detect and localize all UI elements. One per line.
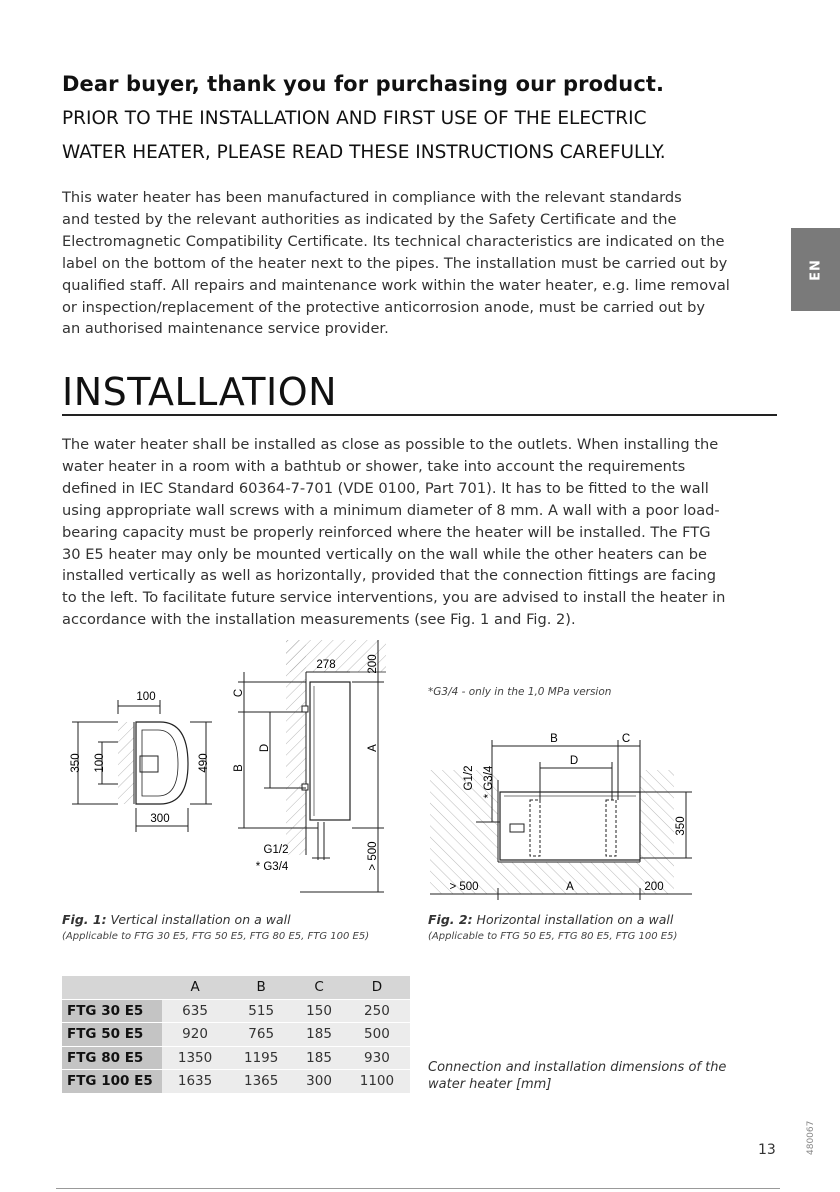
fig2-dim-b: B — [550, 733, 558, 745]
fig1-dim-490: 490 — [198, 753, 210, 773]
table-header-cell — [62, 976, 162, 999]
table-row — [62, 1070, 410, 1094]
table-cell: 515 — [228, 999, 294, 1023]
fig2-caption-text: Horizontal installation on a wall — [472, 912, 674, 927]
fig2-dim-a: A — [566, 881, 574, 893]
table-row — [62, 1023, 410, 1047]
table-cell: 1100 — [344, 1070, 410, 1094]
table-cell: 635 — [162, 999, 228, 1023]
fig1-dim-100-left: 100 — [94, 753, 106, 773]
fig1-dim-a: A — [367, 744, 379, 752]
instructions-heading-line1: PRIOR TO THE INSTALLATION AND FIRST USE OF THE ELECTRIC — [62, 108, 647, 129]
fig2-caption — [428, 912, 673, 927]
fig2-applicable: (Applicable to FTG 50 E5, FTG 80 E5, FTG 100 E5) — [428, 931, 678, 942]
instructions-heading-line2: WATER HEATER, PLEASE READ THESE INSTRUCTIONS CAREFULLY. — [62, 142, 666, 163]
table-row — [62, 1046, 410, 1070]
table-header-cell: A — [162, 976, 228, 999]
fig2-g34: * G3/4 — [483, 765, 495, 799]
table-cell-model: FTG 30 E5 — [62, 999, 162, 1023]
table-cell: 185 — [294, 1046, 344, 1070]
installation-line: 30 E5 heater may only be mounted vertically on the wall while the other heaters can be — [62, 545, 707, 563]
table-cell-model: FTG 50 E5 — [62, 1023, 162, 1047]
fig1-g34: * G3/4 — [255, 861, 289, 873]
table-cell: 1365 — [228, 1070, 294, 1094]
fig1-caption-label: Fig. 1: — [62, 912, 107, 927]
fig1-dim-278: 278 — [316, 659, 336, 671]
fig2-note: *G3/4 - only in the 1,0 MPa version — [428, 686, 612, 698]
fig1-g12: G1/2 — [263, 844, 289, 856]
page-number: 13 — [758, 1142, 776, 1158]
document-code: 480067 — [806, 1120, 816, 1155]
table-row — [62, 999, 410, 1023]
installation-line: The water heater shall be installed as close as possible to the outlets. When installing the — [62, 436, 719, 453]
table-cell: 250 — [344, 999, 410, 1023]
fig1-dim-300: 300 — [150, 813, 170, 825]
fig1-bracket — [72, 700, 212, 832]
fig1-heater — [238, 640, 386, 892]
fig1-applicable: (Applicable to FTG 30 E5, FTG 50 E5, FTG 80 E5, FTG 100 E5) — [62, 931, 370, 942]
fig1-caption-text: Vertical installation on a wall — [106, 912, 291, 927]
table-cell: 920 — [162, 1023, 228, 1047]
installation-line: water heater in a room with a bathtub or shower, take into account the requirements — [62, 457, 686, 475]
table-header-row — [62, 976, 410, 999]
fig1-dim-gt500: > 500 — [367, 841, 379, 871]
table-caption-line: water heater [mm] — [428, 1077, 552, 1092]
table-cell: 185 — [294, 1023, 344, 1047]
table-cell: 500 — [344, 1023, 410, 1047]
installation-line: using appropriate wall screws with a minimum diameter of 8 mm. A wall with a poor load- — [62, 501, 720, 519]
section-title: INSTALLATION — [62, 370, 338, 414]
table-cell: 930 — [344, 1046, 410, 1070]
language-tab-label: EN — [808, 258, 823, 281]
table-cell: 765 — [228, 1023, 294, 1047]
intro-line: This water heater has been manufactured in compliance with the relevant standards — [62, 189, 682, 206]
table-cell: 300 — [294, 1070, 344, 1094]
installation-line: to the left. To facilitate future service interventions, you are advised to install the heater in — [62, 589, 726, 607]
table-cell: 1195 — [228, 1046, 294, 1070]
fig1-dim-200: 200 — [367, 654, 379, 674]
table-cell-model: FTG 80 E5 — [62, 1046, 162, 1070]
table-cell: 150 — [294, 999, 344, 1023]
thanks-heading: Dear buyer, thank you for purchasing our product. — [62, 72, 665, 96]
table-header-cell: C — [294, 976, 344, 999]
intro-line: an authorised maintenance service provider. — [62, 320, 389, 338]
fig2-heater — [430, 740, 692, 900]
intro-line: and tested by the relevant authorities as indicated by the Safety Certificate and the — [62, 210, 677, 228]
fig2-caption-label: Fig. 2: — [428, 912, 473, 927]
table-cell: 1350 — [162, 1046, 228, 1070]
table-header-cell: B — [228, 976, 294, 999]
table-caption-line: Connection and installation dimensions of the — [428, 1060, 727, 1075]
table-caption — [428, 1059, 726, 1093]
fig2-g12: G1/2 — [463, 765, 475, 791]
fig2-dim-200: 200 — [644, 881, 664, 893]
bottom-divider — [56, 1188, 780, 1189]
fig1-caption — [62, 912, 291, 927]
dimensions-table — [62, 976, 410, 1094]
fig1-dim-100-top: 100 — [136, 691, 156, 703]
fig1-dim-c: C — [233, 688, 245, 698]
table-cell-model: FTG 100 E5 — [62, 1070, 162, 1094]
intro-line: Electromagnetic Compatibility Certificate. Its technical characteristics are indicated on the — [62, 232, 725, 250]
fig2-dim-d: D — [569, 755, 579, 767]
fig1-dim-d: D — [259, 743, 271, 753]
fig1-dim-350: 350 — [70, 753, 82, 773]
installation-line: bearing capacity must be properly reinforced where the heater will be installed. The FTG — [62, 523, 711, 541]
fig1-dim-b: B — [233, 764, 245, 772]
intro-line: or inspection/replacement of the protective anticorrosion anode, must be carried out by — [62, 298, 706, 316]
installation-line: defined in IEC Standard 60364-7-701 (VDE 0100, Part 701). It has to be fitted to the wall — [62, 479, 709, 497]
intro-line: label on the bottom of the heater next to the pipes. The installation must be carried out by — [62, 254, 728, 272]
fig2-dim-350: 350 — [675, 816, 687, 836]
table-header-cell: D — [344, 976, 410, 999]
fig2-dim-gt500: > 500 — [449, 881, 479, 893]
table-cell: 1635 — [162, 1070, 228, 1094]
fig2-dim-c: C — [621, 733, 631, 745]
installation-line: accordance with the installation measurements (see Fig. 1 and Fig. 2). — [62, 611, 576, 629]
intro-line: qualified staff. All repairs and maintenance work within the water heater, e.g. lime removal — [62, 276, 730, 294]
installation-line: installed vertically as well as horizontally, provided that the connection fittings are facing — [62, 567, 717, 585]
